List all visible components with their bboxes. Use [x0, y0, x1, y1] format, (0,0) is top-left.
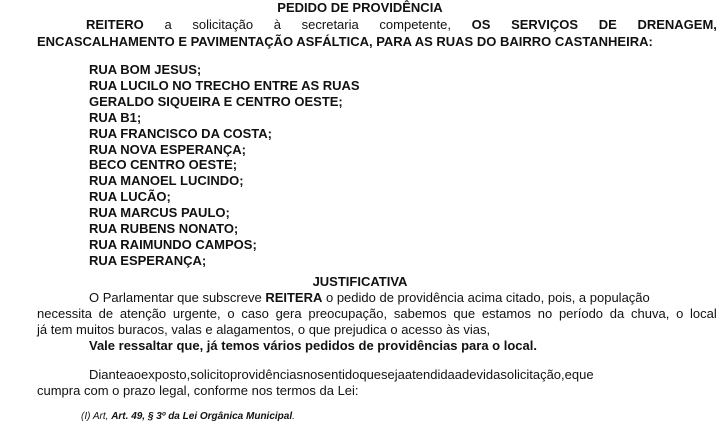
- intro-word: a: [164, 17, 172, 32]
- justificativa-reitera: REITERA: [265, 290, 323, 305]
- conclusion-word: devida: [462, 367, 501, 382]
- justificativa-word: o: [227, 306, 235, 321]
- intro-word: competente,: [379, 17, 451, 32]
- footnote-law-reference: Art. 49, § 3º da Lei Orgânica Municipal: [111, 411, 293, 422]
- street-item: RUA BOM JESUS;: [89, 62, 202, 77]
- intro-word: solicitação: [192, 17, 254, 32]
- justificativa-title: JUSTIFICATIVA: [312, 274, 408, 289]
- street-item: BECO CENTRO OESTE;: [89, 157, 238, 173]
- street-item: RUA FRANCISCO DA COSTA;: [89, 125, 272, 141]
- justificativa-word: sabemos: [393, 306, 447, 321]
- street-item: RUA MARCUS PAULO;: [89, 205, 230, 221]
- conclusion-word: seja: [381, 367, 405, 382]
- justificativa-line-2: [37, 306, 717, 322]
- intro-reitero: REITERO: [86, 17, 144, 32]
- conclusion-word: que: [571, 367, 594, 382]
- justificativa-highlight: Vale ressaltar que, já temos vários pedidos de providências para o local.: [89, 338, 537, 353]
- intro-paragraph: [37, 16, 717, 50]
- justificativa-paragraph: [37, 290, 717, 354]
- justificativa-word: necessita: [37, 306, 92, 321]
- street-item: RUA LUCÃO;: [89, 189, 171, 205]
- conclusion-word: a: [454, 367, 463, 382]
- intro-services-word: SERVIÇOS: [511, 17, 579, 32]
- justificativa-word: da: [609, 306, 625, 321]
- intro-line-1: [37, 16, 717, 33]
- conclusion-word: atendida: [404, 367, 455, 382]
- justificativa-word: gera: [275, 306, 302, 321]
- conclusion-word: no: [302, 367, 318, 382]
- justificativa-word: chuva,: [631, 306, 670, 321]
- conclusion-word: sentido: [317, 367, 360, 382]
- intro-word: secretaria: [301, 17, 359, 32]
- intro-services-word: DRENAGEM,: [637, 17, 717, 32]
- justificativa-text-before: O Parlamentar que subscreve: [89, 290, 266, 305]
- conclusion-word: solicito: [190, 367, 230, 382]
- street-item: RUA MANOEL LUCINDO;: [89, 173, 244, 189]
- street-item: RUA B1;: [89, 109, 142, 125]
- street-item: RUA LUCILO NO TRECHO ENTRE AS RUAS: [89, 77, 360, 93]
- justificativa-word: local: [690, 306, 717, 321]
- conclusion-word: providências: [229, 367, 303, 382]
- justificativa-line-3: já tem muitos buracos, valas e alagamentos, o que prejudica o acesso às vias,: [37, 322, 491, 337]
- justificativa-word: atenção: [119, 306, 167, 321]
- justificativa-word: no: [537, 306, 553, 321]
- intro-services-word: OS: [471, 17, 491, 32]
- street-item: RUA RAIMUNDO CAMPOS;: [89, 236, 257, 252]
- conclusion-word: exposto,: [141, 367, 191, 382]
- conclusion-word: Diante: [89, 367, 127, 382]
- justificativa-word: preocupação,: [308, 306, 388, 321]
- conclusion-word: que: [359, 367, 382, 382]
- justificativa-word: período: [558, 306, 604, 321]
- street-list: [89, 62, 360, 269]
- justificativa-word: urgente,: [172, 306, 221, 321]
- street-item: GERALDO SIQUEIRA E CENTRO OESTE;: [89, 93, 343, 109]
- conclusion-word: ao: [126, 367, 142, 382]
- street-item: RUA NOVA ESPERANÇA;: [89, 141, 246, 157]
- legal-footnote: [81, 410, 295, 423]
- conclusion-word: e: [564, 367, 572, 382]
- street-item: RUA ESPERANÇA;: [89, 252, 207, 268]
- conclusion-paragraph: [37, 367, 717, 399]
- justificativa-word: que: [453, 306, 476, 321]
- justificativa-word: estamos: [481, 306, 531, 321]
- conclusion-line-2: cumpra com o prazo legal, conforme nos termos da Lei:: [37, 383, 359, 398]
- intro-word: à: [273, 17, 281, 32]
- justificativa-word: o: [676, 306, 684, 321]
- justificativa-line-1: [37, 290, 717, 306]
- justificativa-word: caso: [241, 306, 269, 321]
- conclusion-line-1: [37, 367, 717, 383]
- street-item: RUA RUBENS NONATO;: [89, 221, 239, 237]
- justificativa-word: de: [98, 306, 114, 321]
- intro-line-2: ENCASCALHAMENTO E PAVIMENTAÇÃO ASFÁLTICA, PARA AS RUAS DO BAIRRO CASTANHEIRA:: [37, 34, 653, 49]
- footnote-suffix: .: [292, 411, 295, 422]
- conclusion-word: solicitação,: [500, 367, 565, 382]
- footnote-prefix: (I) Art,: [81, 411, 112, 422]
- intro-services-word: DE: [598, 17, 617, 32]
- document-title: PEDIDO DE PROVIDÊNCIA: [277, 0, 443, 15]
- justificativa-text-after: o pedido de providência acima citado, pois, a população: [322, 290, 650, 305]
